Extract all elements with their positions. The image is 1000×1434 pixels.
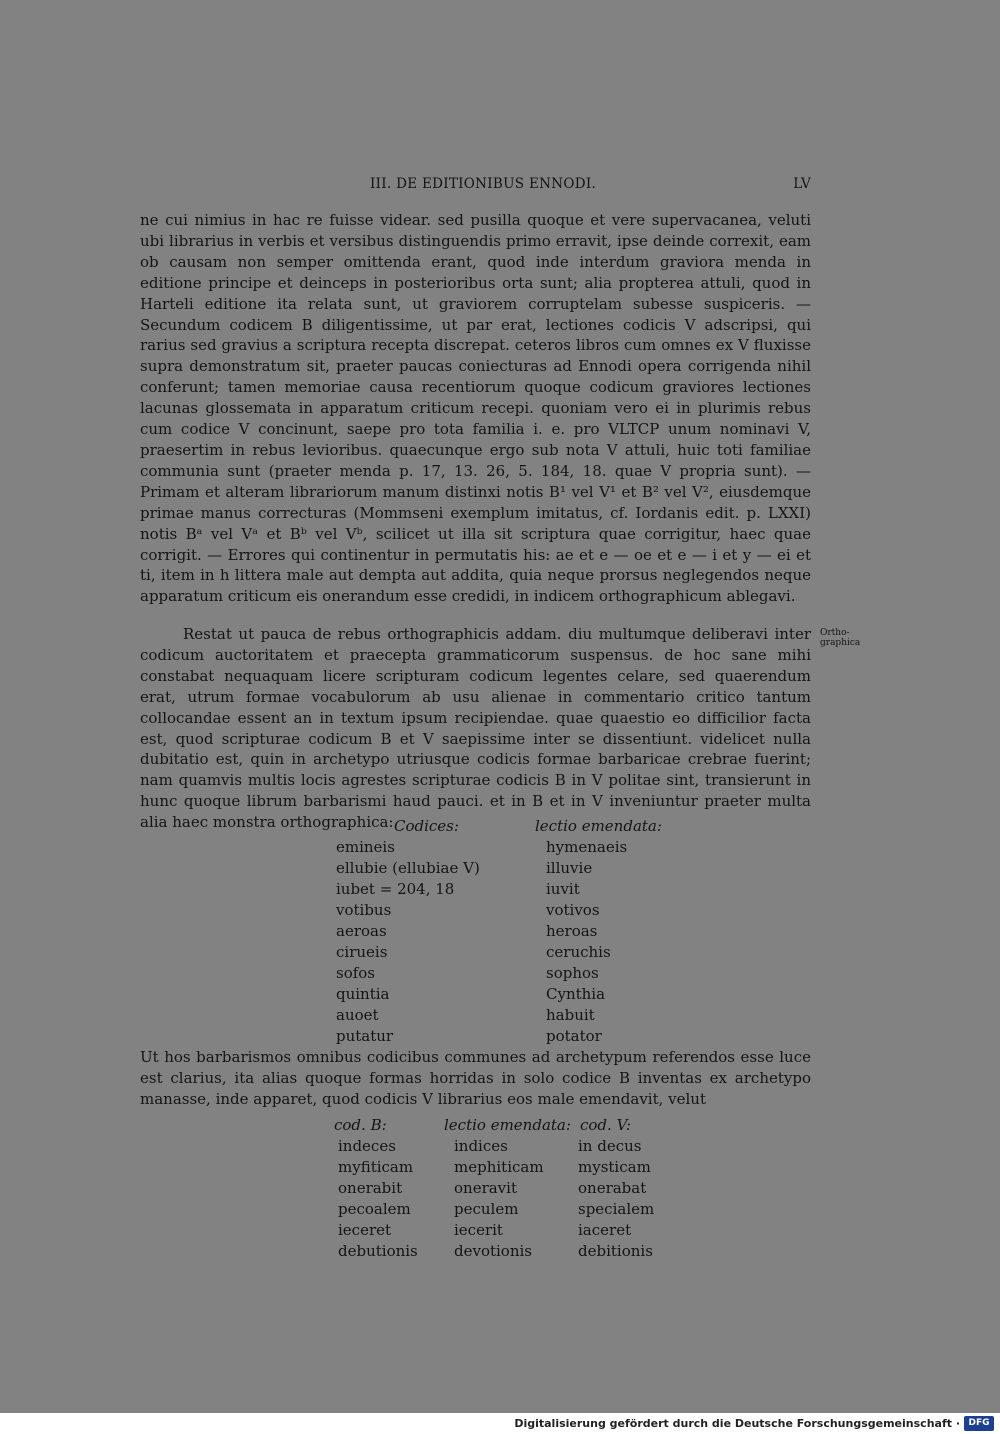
codices-reading: votibus	[336, 901, 392, 919]
header-lectio-emendata: lectio emendata:	[444, 1116, 571, 1134]
header-lectio-emendata: lectio emendata:	[535, 817, 662, 835]
cod-v-reading: mysticam	[578, 1158, 651, 1176]
codices-reading: sofos	[336, 964, 376, 982]
cod-b-reading: myfiticam	[338, 1158, 414, 1176]
emended-reading: mephiticam	[454, 1158, 544, 1176]
footer-text: Digitalisierung gefördert durch die Deutsche Forschungsgemeinschaft ·	[514, 1417, 960, 1430]
paragraph-barbarismi: Ut hos barbarismos omnibus codicibus communes ad archetypum referendos esse luce est clarius, ita alias quoque formas horridas in solo codice B inventas ex archetypo manasse, inde apparet, quod codicis V librarius eos male emendavit, velut	[140, 1048, 811, 1108]
codices-reading: putatur	[336, 1027, 394, 1045]
emended-reading: sophos	[546, 964, 599, 982]
header-cod-b: cod. B:	[334, 1116, 387, 1134]
cod-b-reading: ieceret	[338, 1221, 392, 1239]
cod-b-reading: indeces	[338, 1137, 396, 1155]
cod-b-reading: pecoalem	[338, 1200, 411, 1218]
header-codices: Codices:	[394, 817, 459, 835]
funding-footer	[0, 1413, 1000, 1434]
codices-table	[0, 817, 1000, 1047]
header-cod-v: cod. V:	[580, 1116, 631, 1134]
codices-reading: ellubie (ellubiae V)	[336, 859, 480, 877]
cod-v-reading: specialem	[578, 1200, 655, 1218]
dfg-logo-badge[interactable]: DFG	[964, 1416, 994, 1431]
emended-reading: heroas	[546, 922, 598, 940]
emended-reading: ceruchis	[546, 943, 611, 961]
paragraph-editorial-notes: ne cui nimius in hac re fuisse videar. sed pusilla quoque et vere supervacanea, veluti ubi librarius in verbis et versibus distinguendis primo erravit, ipse deinde correxit, eam ob causam non semper omittenda erant, quod inde interdum graviora menda in editione principe et deinceps in posterioribus orta sunt; alia propterea attuli, quod in Harteli editione ita relata sunt, ut graviorem corruptelam subesse suspiceris. — Secundum codicem B diligentissime, ut par erat, lectiones codicis V adscripsi, qui rarius sed gravius a scriptura recepta discrepat. ceteros libros cum omnes ex V fluxisse supra demonstratum sit, praeter paucas coniecturas ad Ennodi opera corrigenda nihil conferunt; tamen memoriae causa recentiorum quoque codicum graviores lectiones lacunas glossemata in apparatum criticum recepi. quoniam vero ei in plurimis rebus cum codice V concinunt, saepe pro tota familia i. e. pro VLTCP unum nominavi V, praesertim in rebus levioribus. quaecunque ergo sub nota V attuli, huic toti familiae communia sunt (praeter menda p. 17, 13. 26, 5. 184, 18. quae V propria sunt). — Primam et alteram librariorum manum distinxi notis B¹ vel V¹ et B² vel V², eiusdemque primae manus correcturas (Mommseni exemplum imitatus, cf. Iordanis edit. p. LXXI) notis Bᵃ vel Vᵃ et Bᵇ vel Vᵇ, scilicet ut illa sit scriptura quae corrigitur, haec quae corrigit. — Errores qui continentur in permutatis his: ae et e — oe et e — i et y — ei et ti, item in h littera male aut dempta aut addita, quia neque prorsus neglegendos neque apparatum criticum eis onerandum esse credidi, in indicem orthographicum ablegavi.	[140, 211, 811, 606]
paragraph-orthographica: Restat ut pauca de rebus orthographicis addam. diu multumque deliberavi inter codicum auctoritatem et praecepta grammaticorum suspensus. de hoc sane mihi constabat nequaquam licere scripturam codicum legentes celare, sed quaerendum erat, utrum formae vocabulorum ab usu alienae in commentario critico tantum collocandae essent an in textum ipsum recipiendae. quae quaestio eo difficilior facta est, quod scripturae codicum B et V saepissime inter se dissentiunt. videlicet nulla dubitatio est, quin in archetypo utriusque codicis formae barbaricae crebrae fuerint; nam quamvis multis locis agrestes scripturae codicis B in V politae sint, transierunt in hunc quoque librum barbarismi haud pauci. et in B et in V inveniuntur praeter multa alia haec monstra orthographica:	[140, 625, 811, 832]
emended-reading: Cynthia	[546, 985, 606, 1003]
emended-reading: potator	[546, 1027, 602, 1045]
codices-reading: quintia	[336, 985, 390, 1003]
emended-reading: indices	[454, 1137, 508, 1155]
emended-reading: peculem	[454, 1200, 519, 1218]
emended-reading: illuvie	[546, 859, 593, 877]
emended-reading: oneravit	[454, 1179, 517, 1197]
cod-v-reading: onerabat	[578, 1179, 647, 1197]
emended-reading: iecerit	[454, 1221, 503, 1239]
emended-reading: devotionis	[454, 1242, 532, 1260]
emended-reading: habuit	[546, 1006, 595, 1024]
cod-b-reading: onerabit	[338, 1179, 403, 1197]
cod-v-reading: debitionis	[578, 1242, 653, 1260]
codices-reading: cirueis	[336, 943, 388, 961]
codices-reading: emineis	[336, 838, 395, 856]
cod-b-reading: debutionis	[338, 1242, 418, 1260]
margin-note: Ortho-graphica	[820, 628, 861, 648]
cod-v-reading: in decus	[578, 1137, 642, 1155]
cod-v-reading: iaceret	[578, 1221, 632, 1239]
emended-reading: hymenaeis	[546, 838, 628, 856]
emended-reading: iuvit	[546, 880, 580, 898]
cod-b-table	[0, 1116, 1000, 1266]
emended-reading: votivos	[546, 901, 600, 919]
running-head	[140, 176, 811, 198]
codices-reading: auoet	[336, 1006, 379, 1024]
page-number: LV	[793, 176, 811, 192]
chapter-title: III. DE EDITIONIBUS ENNODI.	[370, 176, 597, 192]
codices-reading: iubet = 204, 18	[336, 880, 455, 898]
codices-reading: aeroas	[336, 922, 387, 940]
